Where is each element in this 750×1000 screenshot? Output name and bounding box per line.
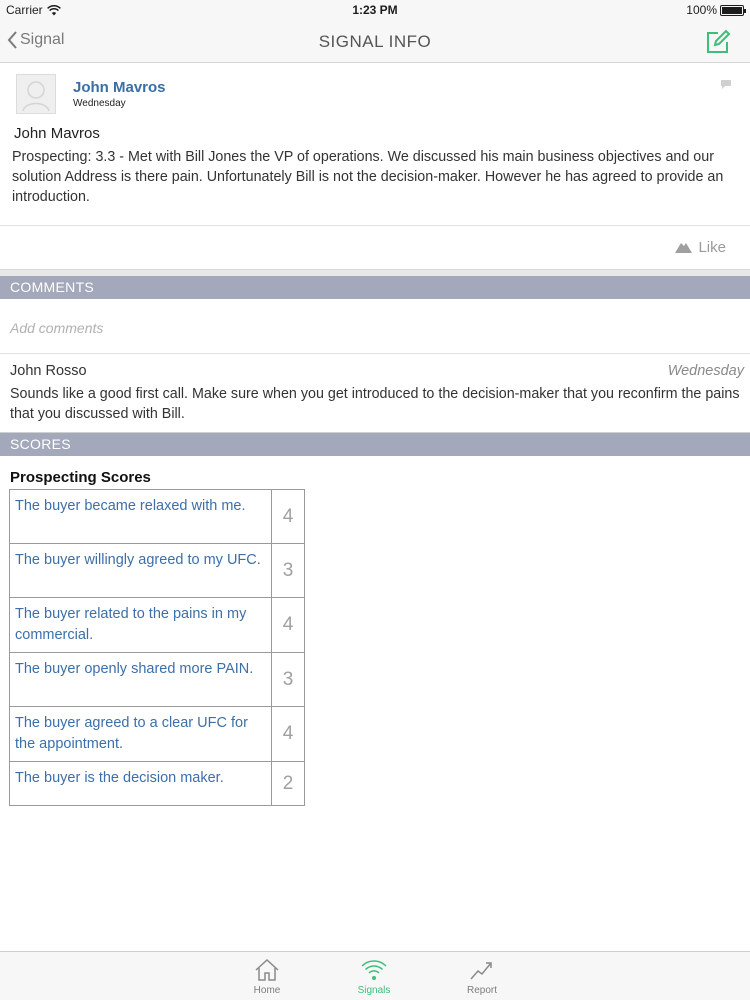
tab-label: Signals (357, 985, 391, 996)
status-time: 1:23 PM (352, 3, 398, 17)
table-row (10, 598, 305, 653)
back-label: Signal (20, 31, 65, 48)
divider (0, 353, 750, 354)
score-question[interactable]: The buyer willingly agreed to my UFC. (10, 544, 272, 598)
tab-bar (0, 951, 750, 1000)
comment-bubble-icon[interactable] (720, 79, 732, 90)
table-row (10, 490, 305, 544)
battery-icon (720, 5, 744, 16)
status-bar (0, 0, 750, 20)
score-value: 2 (272, 762, 305, 806)
like-icon (675, 241, 692, 254)
navigation-bar (0, 20, 750, 63)
signal-icon (361, 957, 387, 983)
section-separator (0, 269, 750, 276)
tab-signals[interactable] (344, 957, 404, 996)
tab-label: Home (253, 985, 281, 996)
score-value: 3 (272, 544, 305, 598)
avatar (16, 74, 56, 114)
score-value: 4 (272, 707, 305, 762)
page-title: SIGNAL INFO (318, 32, 432, 51)
like-button[interactable] (675, 239, 726, 256)
tab-home[interactable] (237, 957, 297, 996)
post-body: Prospecting: 3.3 - Met with Bill Jones the VP of operations. We discussed his main business objectives and our solution Address is there pain. Unfortunately Bill is not the decision-maker. However he has agreed to provide an introduction. (12, 149, 724, 205)
home-icon (254, 957, 280, 983)
score-value: 4 (272, 490, 305, 544)
comment-date: Wednesday (667, 363, 744, 379)
post-author-link[interactable]: John Mavros (73, 79, 166, 96)
table-row (10, 544, 305, 598)
edit-icon[interactable] (704, 28, 732, 56)
table-row (10, 762, 305, 806)
scores-table (9, 489, 305, 806)
score-question[interactable]: The buyer is the decision maker. (10, 762, 272, 806)
table-row (10, 707, 305, 762)
report-icon (469, 957, 495, 983)
scores-title: Prospecting Scores (10, 469, 151, 486)
score-question[interactable]: The buyer agreed to a clear UFC for the appointment. (10, 707, 272, 762)
post-author-name: John Mavros (14, 125, 100, 142)
user-placeholder-icon (17, 75, 55, 113)
like-label: Like (698, 239, 726, 256)
table-row (10, 653, 305, 707)
battery-indicator (686, 3, 744, 17)
score-value: 4 (272, 598, 305, 653)
battery-percent: 100% (686, 3, 717, 17)
post-date: Wednesday (73, 98, 126, 109)
score-value: 3 (272, 653, 305, 707)
comments-header: COMMENTS (0, 276, 750, 299)
scores-header: SCORES (0, 433, 750, 456)
carrier-label: Carrier (6, 3, 43, 17)
score-question[interactable]: The buyer became relaxed with me. (10, 490, 272, 544)
tab-label: Report (466, 985, 497, 996)
add-comment-input[interactable]: Add comments (10, 320, 104, 336)
divider (0, 225, 750, 226)
comment-author: John Rosso (10, 363, 87, 379)
tab-report[interactable] (452, 957, 512, 996)
signal-post (0, 63, 750, 269)
score-question[interactable]: The buyer related to the pains in my commercial. (10, 598, 272, 653)
comment-text: Sounds like a good first call. Make sure when you get introduced to the decision-maker that you reconfirm the pains that you discussed with Bill. (10, 386, 740, 422)
score-question[interactable]: The buyer openly shared more PAIN. (10, 653, 272, 707)
